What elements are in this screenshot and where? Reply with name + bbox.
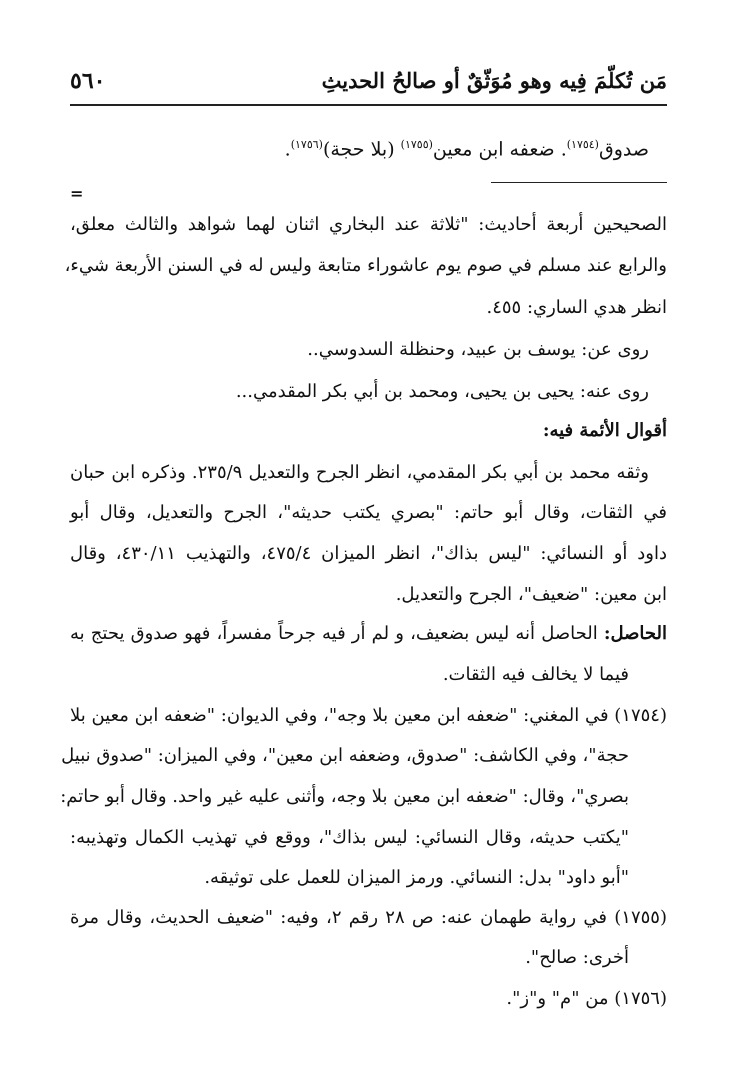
running-header (70, 68, 667, 108)
section-heading: أقوال الأئمة فيه: (542, 420, 667, 441)
text-line-4: روى عن: يوسف بن عبيد، وحنظلة السدوسي.. (307, 339, 649, 360)
continuation-mark: = (70, 184, 84, 203)
footnote-1754-line-2: حجة"، وفي الكاشف: "صدوق، وضعفه ابن معين"، وفي الميزان: "صدوق نبيل (61, 745, 629, 766)
footnote-ref-1756: (١٧٥٦) (290, 138, 323, 151)
footnote-separator (491, 182, 667, 183)
footnote-ref-1754: (١٧٥٤) (566, 138, 599, 151)
footnote-ref-1755: (١٧٥٥) (400, 138, 433, 151)
intro-text-3: (بلا حجة) (322, 138, 401, 161)
intro-text-4: . (284, 138, 291, 161)
text-line-1: الصحيحين أربعة أحاديث: "ثلاثة عند البخاري اثنان لهما شواهد والثالث معلق، (70, 214, 667, 235)
text-line-9: داود أو النسائي: "ليس بذاك"، انظر الميزان ٤٧٥/٤، والتهذيب ٤٣٠/١١، وقال (70, 543, 668, 564)
text-line-8: في الثقات، وقال أبو حاتم: "بصري يكتب حديثه"، الجرح والتعديل، وقال أبو (70, 502, 667, 523)
footnote-1756: (١٧٥٦) من "م" و"ز". (506, 988, 667, 1009)
text-line-5: روى عنه: يحيى بن يحيى، ومحمد بن أبي بكر المقدمي... (235, 381, 649, 402)
text-line-7: وثقه محمد بن أبي بكر المقدمي، انظر الجرح والتعديل ٢٣٥/٩. وذكره ابن حبان (70, 462, 649, 483)
footnote-1755-line-2: أخرى: صالح". (525, 947, 629, 968)
text-line-3: انظر هدي الساري: ٤٥٥. (486, 297, 667, 318)
footnote-1754-line-3: بصري"، وقال: "ضعفه ابن معين بلا وجه، وأثنى عليه غير واحد. وقال أبو حاتم: (60, 786, 629, 807)
text-line-10: ابن معين: "ضعيف"، الجرح والتعديل. (395, 584, 667, 605)
conclusion-label: الحاصل: (603, 623, 667, 644)
header-rule (70, 104, 667, 106)
text-line-12: فيما لا يخالف فيه الثقات. (442, 664, 629, 685)
footnote-1755-line-1: (١٧٥٥) في رواية طهمان عنه: ص ٢٨ رقم ٢، وفيه: "ضعيف الحديث، وقال مرة (70, 907, 667, 928)
text-line-2: والرابع عند مسلم في صوم يوم عاشوراء متابعة وليس له في السنن الأربعة شيء، (64, 255, 667, 276)
footnote-1754-line-5: "أبو داود" بدل: النسائي. ورمز الميزان للعمل على توثيقه. (204, 867, 629, 888)
running-title: مَن تُكلّمَ فِيه وهو مُوَثّقٌ أو صالحُ الحديثِ (321, 68, 667, 93)
conclusion-line (70, 623, 667, 644)
footnote-1754-line-4: "يكتب حديثه، وقال النسائي: ليس بذاك"، ووقع في تهذيب الكمال وتهذيبه: (70, 827, 629, 848)
page-number: ٥٦٠ (70, 68, 106, 94)
intro-text-2: . ضعفه ابن معين (432, 138, 567, 161)
conclusion-text: الحاصل أنه ليس بضعيف، و لم أر فيه جرحاً مفسراً، فهو صدوق يحتج به (70, 623, 604, 644)
footnote-1754-line-1: (١٧٥٤) في المغني: "ضعفه ابن معين بلا وجه"، وفي الديوان: "ضعفه ابن معين بلا (69, 705, 667, 726)
entry-text (70, 128, 649, 166)
intro-text-1: صدوق (598, 138, 649, 161)
